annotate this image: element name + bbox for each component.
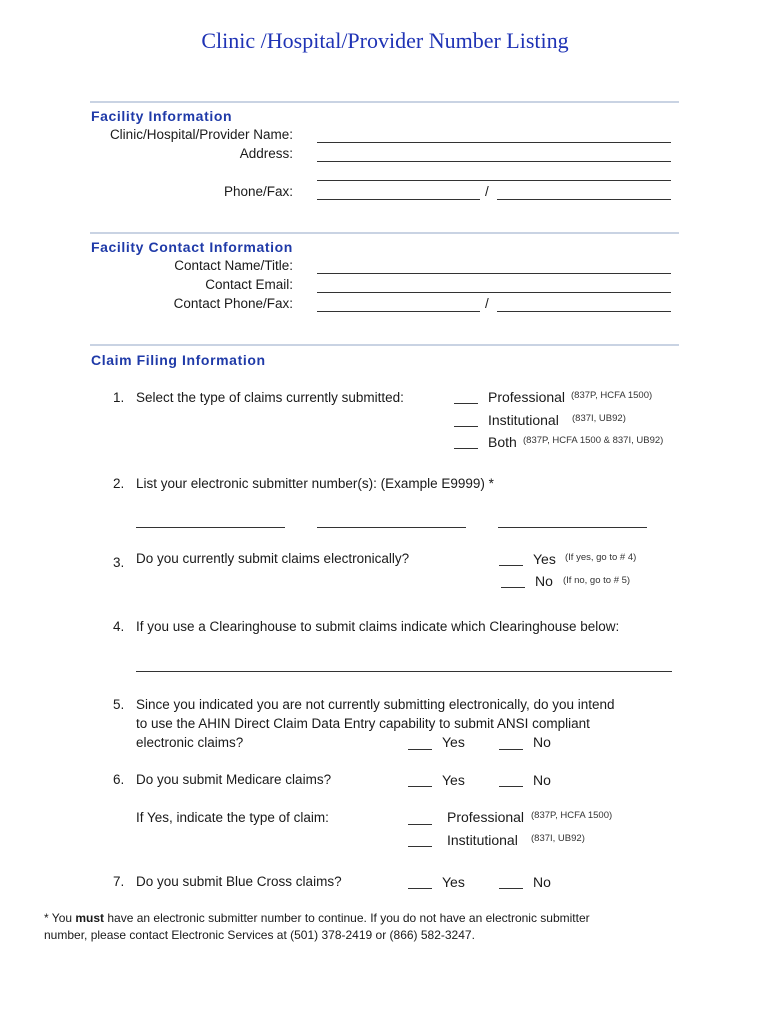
footnote-star: * You: [44, 911, 76, 925]
phone-fax-label: Phone/Fax:: [223, 184, 293, 199]
contact-phone-separator: /: [485, 296, 489, 311]
medicare-institutional-blank[interactable]: [408, 846, 432, 847]
question-6-number: 6.: [113, 772, 125, 787]
question-6-subquestion: If Yes, indicate the type of claim:: [136, 810, 329, 825]
q5-no-blank[interactable]: [499, 749, 523, 750]
q7-yes-label: Yes: [442, 874, 465, 890]
question-3-number: 3.: [113, 555, 125, 570]
q5-yes-blank[interactable]: [408, 749, 432, 750]
question-1-text: Select the type of claims currently submitted:: [136, 390, 404, 405]
medicare-professional-note: (837P, HCFA 1500): [531, 810, 613, 821]
q3-yes-label: Yes: [533, 551, 556, 567]
option-professional-label: Professional: [488, 389, 566, 405]
contact-email-label: Contact Email:: [205, 277, 293, 292]
contact-fax-field[interactable]: [497, 311, 671, 312]
section-divider: [90, 101, 679, 103]
q7-no-label: No: [533, 874, 551, 890]
q3-no-note: (If no, go to # 5): [563, 575, 631, 586]
option-institutional-note: (837I, UB92): [572, 413, 626, 424]
q6-no-blank[interactable]: [499, 786, 523, 787]
q5-yes-label: Yes: [442, 734, 465, 750]
address-label: Address:: [239, 146, 293, 161]
fax-field[interactable]: [497, 199, 671, 200]
contact-name-label: Contact Name/Title:: [174, 258, 293, 273]
institutional-checkbox-blank[interactable]: [454, 426, 478, 427]
q6-yes-blank[interactable]: [408, 786, 432, 787]
question-6-text: Do you submit Medicare claims?: [136, 772, 332, 787]
phone-fax-separator: /: [485, 184, 489, 199]
medicare-professional-label: Professional: [447, 809, 525, 825]
option-institutional-label: Institutional: [488, 412, 559, 428]
question-2-text: List your electronic submitter number(s): (Example E9999) *: [136, 476, 494, 491]
contact-email-field[interactable]: [317, 292, 671, 293]
q6-yes-label: Yes: [442, 772, 465, 788]
option-both-note: (837P, HCFA 1500 & 837I, UB92): [523, 435, 664, 446]
medicare-professional-blank[interactable]: [408, 824, 432, 825]
footnote-line-1: [44, 910, 590, 927]
medicare-institutional-label: Institutional: [447, 832, 518, 848]
footnote-text: have an electronic submitter number to continue. If you do not have an electronic submitter: [104, 911, 590, 925]
address-field-line-1[interactable]: [317, 161, 671, 162]
option-both-label: Both: [488, 434, 517, 450]
q7-no-blank[interactable]: [499, 888, 523, 889]
contact-phone-label: Contact Phone/Fax:: [173, 296, 293, 311]
contact-info-heading: Facility Contact Information: [91, 239, 293, 255]
clearinghouse-field[interactable]: [136, 671, 672, 672]
question-7-text: Do you submit Blue Cross claims?: [136, 874, 342, 889]
section-divider: [90, 344, 679, 346]
phone-field[interactable]: [317, 199, 480, 200]
question-7-number: 7.: [113, 874, 125, 889]
address-field-line-2[interactable]: [317, 180, 671, 181]
both-checkbox-blank[interactable]: [454, 448, 478, 449]
contact-name-field[interactable]: [317, 273, 671, 274]
question-4-number: 4.: [113, 619, 125, 634]
q3-no-label: No: [535, 573, 553, 589]
page-title: Clinic /Hospital/Provider Number Listing: [201, 28, 569, 53]
submitter-number-field-2[interactable]: [317, 527, 466, 528]
professional-checkbox-blank[interactable]: [454, 403, 478, 404]
question-4-text: If you use a Clearinghouse to submit claims indicate which Clearinghouse below:: [136, 619, 620, 634]
section-divider: [90, 232, 679, 234]
q7-yes-blank[interactable]: [408, 888, 432, 889]
footnote-line-2: number, please contact Electronic Services at (501) 378-2419 or (866) 582-3247.: [44, 928, 475, 942]
medicare-institutional-note: (837I, UB92): [531, 833, 585, 844]
contact-phone-field[interactable]: [317, 311, 480, 312]
option-professional-note: (837P, HCFA 1500): [571, 390, 653, 401]
question-5-line-3: electronic claims?: [136, 735, 244, 750]
question-2-number: 2.: [113, 476, 125, 491]
facility-info-heading: Facility Information: [91, 108, 233, 124]
question-1-number: 1.: [113, 390, 125, 405]
submitter-number-field-3[interactable]: [498, 527, 647, 528]
q3-yes-note: (If yes, go to # 4): [565, 552, 637, 563]
q5-no-label: No: [533, 734, 551, 750]
question-5-line-1: Since you indicated you are not currently submitting electronically, do you intend: [136, 697, 615, 712]
question-3-text: Do you currently submit claims electronically?: [136, 551, 410, 566]
q3-yes-blank[interactable]: [499, 565, 523, 566]
claim-filing-heading: Claim Filing Information: [91, 352, 266, 368]
provider-name-label: Clinic/Hospital/Provider Name:: [109, 127, 293, 142]
q3-no-blank[interactable]: [501, 587, 525, 588]
submitter-number-field-1[interactable]: [136, 527, 285, 528]
provider-name-field[interactable]: [317, 142, 671, 143]
footnote-must-emphasis: must: [75, 911, 105, 925]
question-5-number: 5.: [113, 697, 125, 712]
question-5-line-2: to use the AHIN Direct Claim Data Entry capability to submit ANSI compliant: [136, 716, 590, 731]
q6-no-label: No: [533, 772, 551, 788]
